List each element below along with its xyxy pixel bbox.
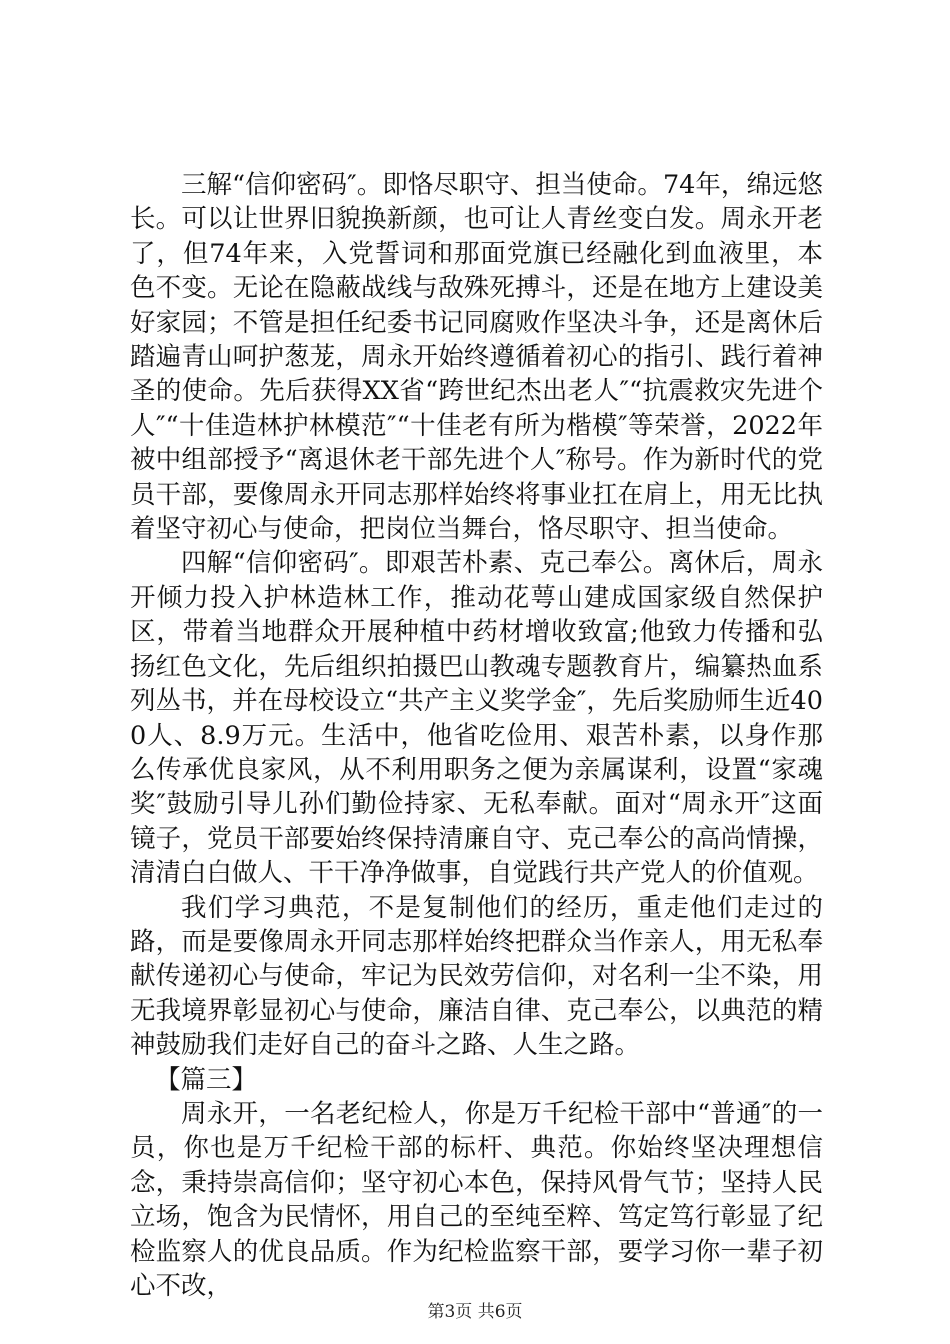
- paragraph-learning-models: 我们学习典范，不是复制他们的经历，重走他们走过的路，而是要像周永开同志那样始终把群众当作亲人，用无私奉献传递初心与使命，牢记为民效劳信仰，对名利一尘不染，用无我境界彰显初心与使命，廉洁自律、克己奉公，以典范的精神鼓励我们走好自己的奋斗之路、人生之路。: [130, 892, 823, 1061]
- section-heading-pian-san: 【篇三】: [155, 1064, 258, 1095]
- paragraph-si-jie: 四解“信仰密码″。即艰苦朴素、克己奉公。离休后，周永开倾力投入护林造林工作，推动花萼山建成国家级自然保护区，带着当地群众开展种植中药材增收致富;他致力传播和弘扬红色文化，先后组织拍摄巴山教魂专题教育片，编纂热血系列丛书，并在母校设立“共产主义奖学金″，先后奖励师生近400人、8.9万元。生活中，他省吃俭用、艰苦朴素，以身作那么传承优良家风，从不利用职务之便为亲属谋利，设置“家魂奖″鼓励引导儿孙们勤俭持家、无私奉献。面对“周永开″这面镜子，党员干部要始终保持清廉自守、克己奉公的高尚情操，清清白白做人、干干净净做事，自觉践行共产党人的价值观。: [130, 548, 823, 889]
- paragraph-zhou-yongkai: 周永开，一名老纪检人，你是万千纪检干部中“普通″的一员，你也是万千纪检干部的标杆、典范。你始终坚决理想信念，秉持崇高信仰；坚守初心本色，保持风骨气节；坚持人民立场，饱含为民情怀，用自己的至纯至粹、笃定笃行彰显了纪检监察人的优良品质。作为纪检监察干部，要学习你一辈子初心不改，: [130, 1098, 823, 1301]
- document-body: [130, 168, 823, 1303]
- page-footer: 第3页 共6页: [427, 1302, 523, 1322]
- paragraph-san-jie: 三解“信仰密码″。即恪尽职守、担当使命。74年，绵远悠长。可以让世界旧貌换新颜，也可让人青丝变白发。周永开老了，但74年来，入党誓词和那面党旗已经融化到血液里，本色不变。无论在隐蔽战线与敌殊死搏斗，还是在地方上建设美好家园；不管是担任纪委书记同腐败作坚决斗争，还是离休后踏遍青山呵护葱茏，周永开始终遵循着初心的指引、践行着神圣的使命。先后获得XX省“跨世纪杰出老人″“抗震救灾先进个人″“十佳造林护林模范″“十佳老有所为楷模″等荣誉，2022年被中组部授予“离退休老干部先进个人″称号。作为新时代的党员干部，要像周永开同志那样始终将事业扛在肩上，用无比执着坚守初心与使命，把岗位当舞台，恪尽职守、担当使命。: [130, 170, 823, 545]
